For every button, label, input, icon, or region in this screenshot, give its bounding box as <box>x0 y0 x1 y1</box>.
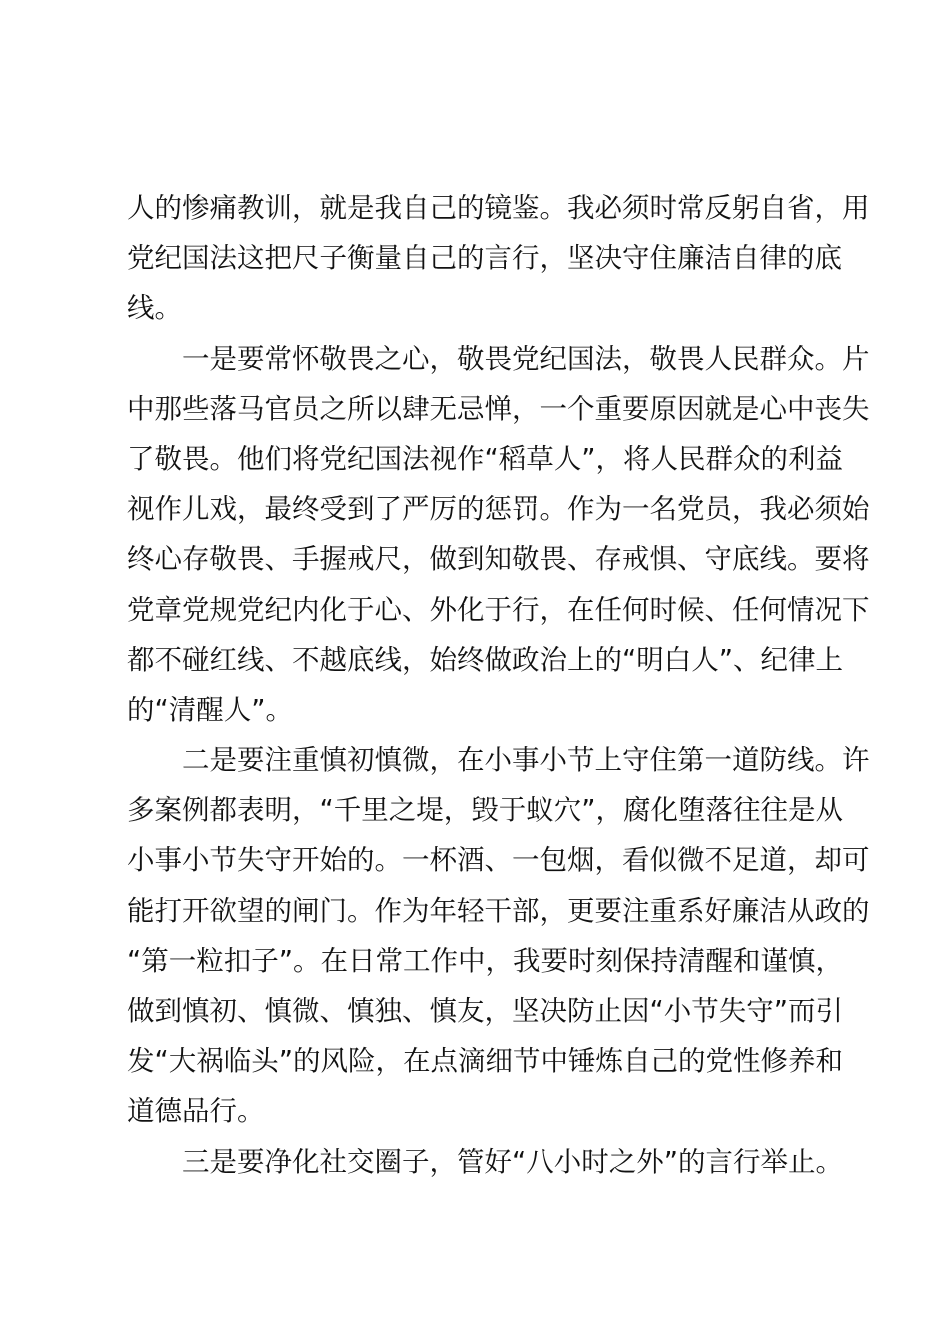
text-line: 一是要常怀敬畏之心，敬畏党纪国法，敬畏人民群众。片 <box>182 342 870 375</box>
text-line: 能打开欲望的闸门。作为年轻干部，更要注重系好廉洁从政的 <box>127 894 870 927</box>
document-body <box>127 183 870 1187</box>
text-line: 二是要注重慎初慎微，在小事小节上守住第一道防线。许 <box>182 744 870 777</box>
text-line: 道德品行。 <box>127 1095 265 1128</box>
text-line: 终心存敬畏、手握戒尺，做到知敬畏、存戒惧、守底线。要将 <box>127 543 870 576</box>
text-line: 中那些落马官员之所以肆无忌惮，一个重要原因就是心中丧失 <box>127 392 870 425</box>
text-line: 了敬畏。他们将党纪国法视作“稻草人”，将人民群众的利益 <box>127 442 843 475</box>
text-line: 的“清醒人”。 <box>127 693 293 726</box>
text-line: 党章党规党纪内化于心、外化于行，在任何时候、任何情况下 <box>127 593 870 626</box>
text-line: “第一粒扣子”。在日常工作中，我要时刻保持清醒和谨慎， <box>127 944 843 977</box>
text-line: 做到慎初、慎微、慎独、慎友，坚决防止因“小节失守”而引 <box>127 995 843 1027</box>
paragraph-social-circle <box>127 1137 843 1187</box>
text-line: 发“大祸临头”的风险，在点滴细节中锤炼自己的党性修养和 <box>127 1045 843 1078</box>
text-line: 三是要净化社交圈子，管好“八小时之外”的言行举止。 <box>182 1145 843 1178</box>
text-line: 多案例都表明，“千里之堤，毁于蚁穴”，腐化堕落往往是从 <box>127 794 843 827</box>
text-line: 视作儿戏，最终受到了严厉的惩罚。作为一名党员，我必须始 <box>127 493 870 526</box>
paragraph-continuation <box>127 183 870 334</box>
text-line: 都不碰红线、不越底线，始终做政治上的“明白人”、纪律上 <box>127 643 843 676</box>
paragraph-reverence <box>127 334 870 736</box>
text-line: 线。 <box>127 292 182 325</box>
text-line: 人的惨痛教训，就是我自己的镜鉴。我必须时常反躬自省，用 <box>127 192 870 224</box>
paragraph-caution <box>127 735 870 1137</box>
text-line: 党纪国法这把尺子衡量自己的言行，坚决守住廉洁自律的底 <box>127 242 842 275</box>
text-line: 小事小节失守开始的。一杯酒、一包烟，看似微不足道，却可 <box>127 844 870 877</box>
